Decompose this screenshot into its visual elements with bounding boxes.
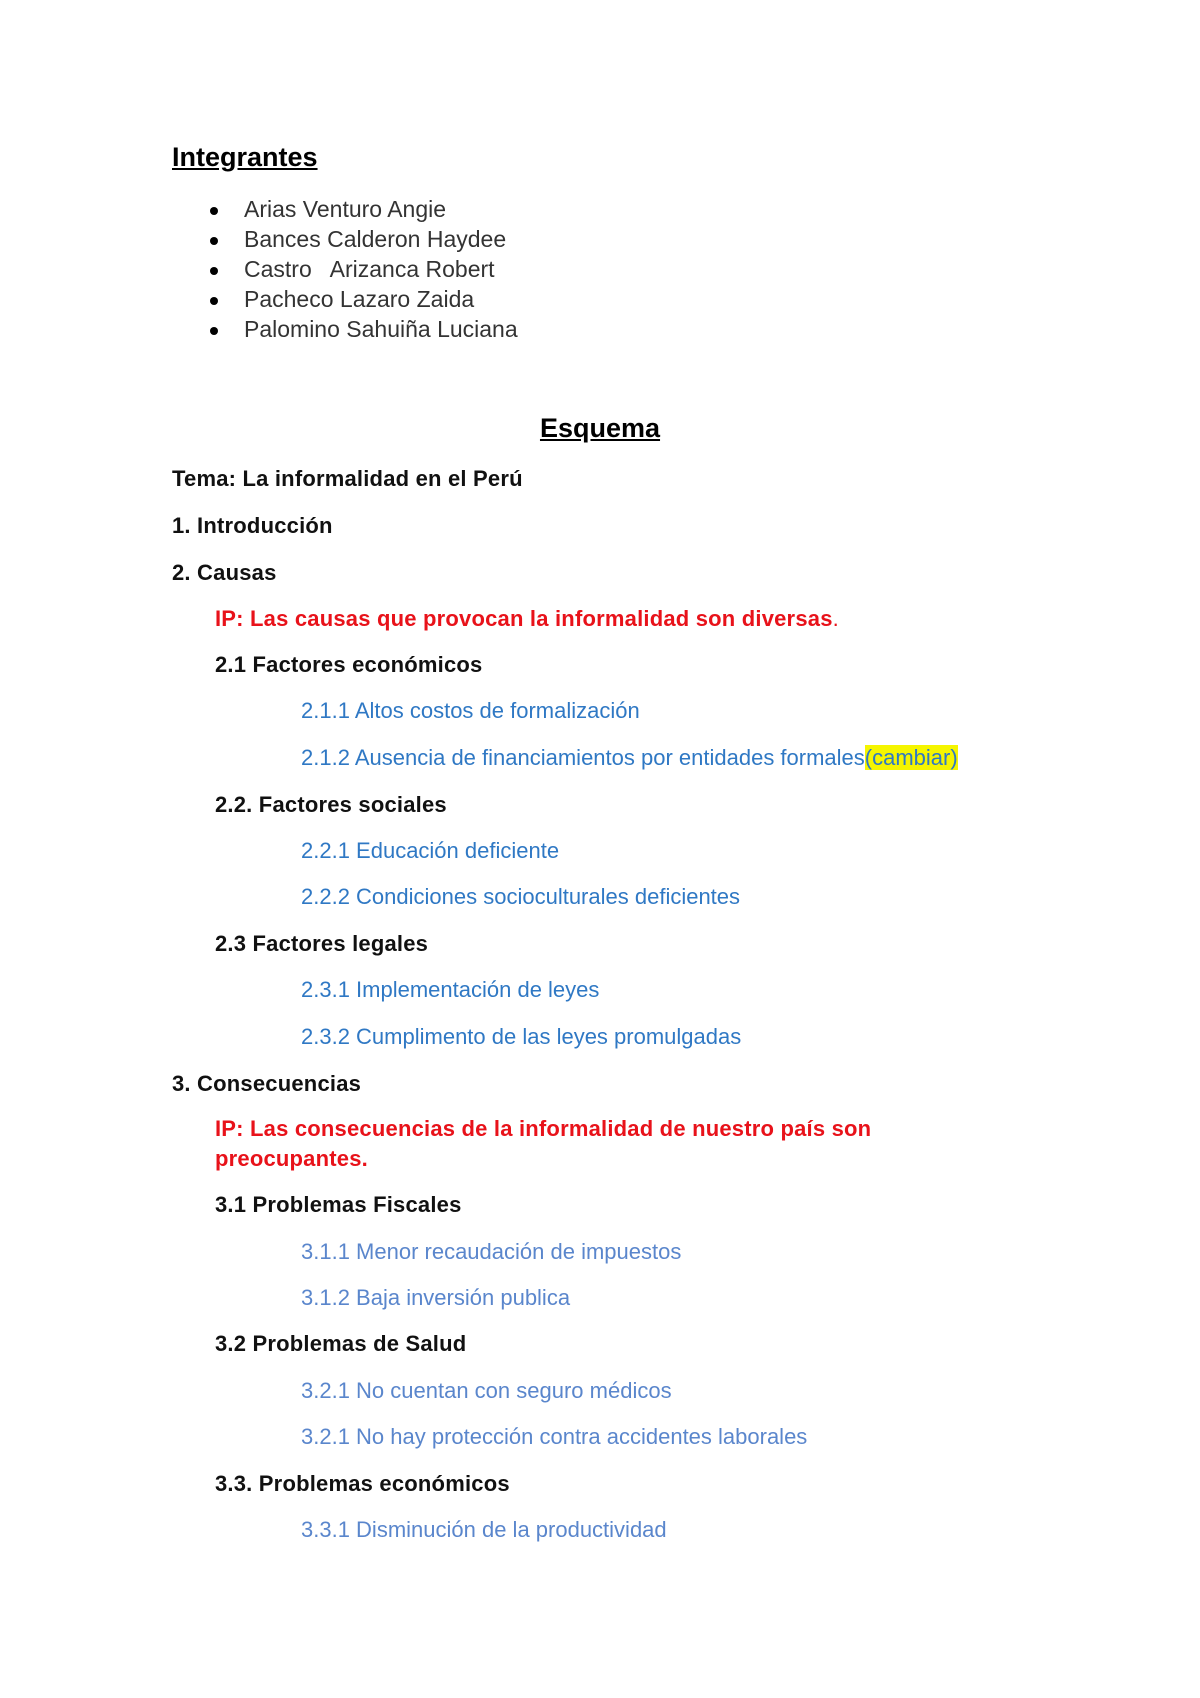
subsection-factores-legales: 2.3 Factores legales (215, 931, 429, 956)
member-name: Bances Calderon Haydee (244, 226, 507, 252)
item-2-2-1: 2.2.1 Educación deficiente (301, 838, 560, 863)
subsection-factores-sociales: 2.2. Factores sociales (215, 792, 447, 817)
item-2-2-2: 2.2.2 Condiciones socioculturales deficientes (301, 884, 741, 909)
bullet-icon (210, 297, 218, 305)
member-name: Palomino Sahuiña Luciana (244, 316, 518, 342)
ip-causas-period: . (832, 606, 839, 631)
member-name: Arias Venturo Angie (244, 196, 447, 222)
item-3-2-1: 3.2.1 No cuentan con seguro médicos (301, 1378, 672, 1403)
subsection-problemas-fiscales: 3.1 Problemas Fiscales (215, 1192, 462, 1217)
bullet-icon (210, 327, 218, 335)
highlight-note: (cambiar) (864, 745, 958, 770)
ip-consecuencias-line1: IP: Las consecuencias de la informalidad de nuestro país son (215, 1116, 872, 1141)
subsection-problemas-economicos: 3.3. Problemas económicos (215, 1471, 510, 1496)
member-name: Pacheco Lazaro Zaida (244, 286, 475, 312)
item-2-3-2: 2.3.2 Cumplimento de las leyes promulgadas (301, 1024, 742, 1049)
item-2-1-2 (301, 745, 958, 771)
item-3-3-1: 3.3.1 Disminución de la productividad (301, 1517, 667, 1542)
item-2-1-2-text: 2.1.2 Ausencia de financiamientos por entidades formales (301, 745, 865, 770)
tema-line: Tema: La informalidad en el Perú (172, 466, 523, 491)
section-causas: 2. Causas (172, 560, 277, 585)
esquema-heading: Esquema (539, 413, 661, 443)
section-introduccion: 1. Introducción (172, 513, 333, 538)
subsection-factores-economicos: 2.1 Factores económicos (215, 652, 483, 677)
integrantes-heading: Integrantes (172, 142, 318, 172)
item-3-1-1: 3.1.1 Menor recaudación de impuestos (301, 1239, 682, 1264)
item-3-2-1b: 3.2.1 No hay protección contra accidentes laborales (301, 1424, 808, 1449)
subsection-problemas-salud: 3.2 Problemas de Salud (215, 1331, 467, 1356)
bullet-icon (210, 207, 218, 215)
item-2-1-1: 2.1.1 Altos costos de formalización (301, 698, 640, 723)
member-name: Castro Arizanca Robert (244, 256, 495, 282)
bullet-icon (210, 267, 218, 275)
ip-consecuencias-line2: preocupantes. (215, 1146, 368, 1171)
section-consecuencias: 3. Consecuencias (172, 1071, 362, 1096)
ip-causas-text: IP: Las causas que provocan la informalidad son diversas (215, 606, 833, 631)
item-3-1-2: 3.1.2 Baja inversión publica (301, 1285, 571, 1310)
bullet-icon (210, 237, 218, 245)
item-2-3-1: 2.3.1 Implementación de leyes (301, 977, 600, 1002)
ip-causas (215, 606, 839, 632)
